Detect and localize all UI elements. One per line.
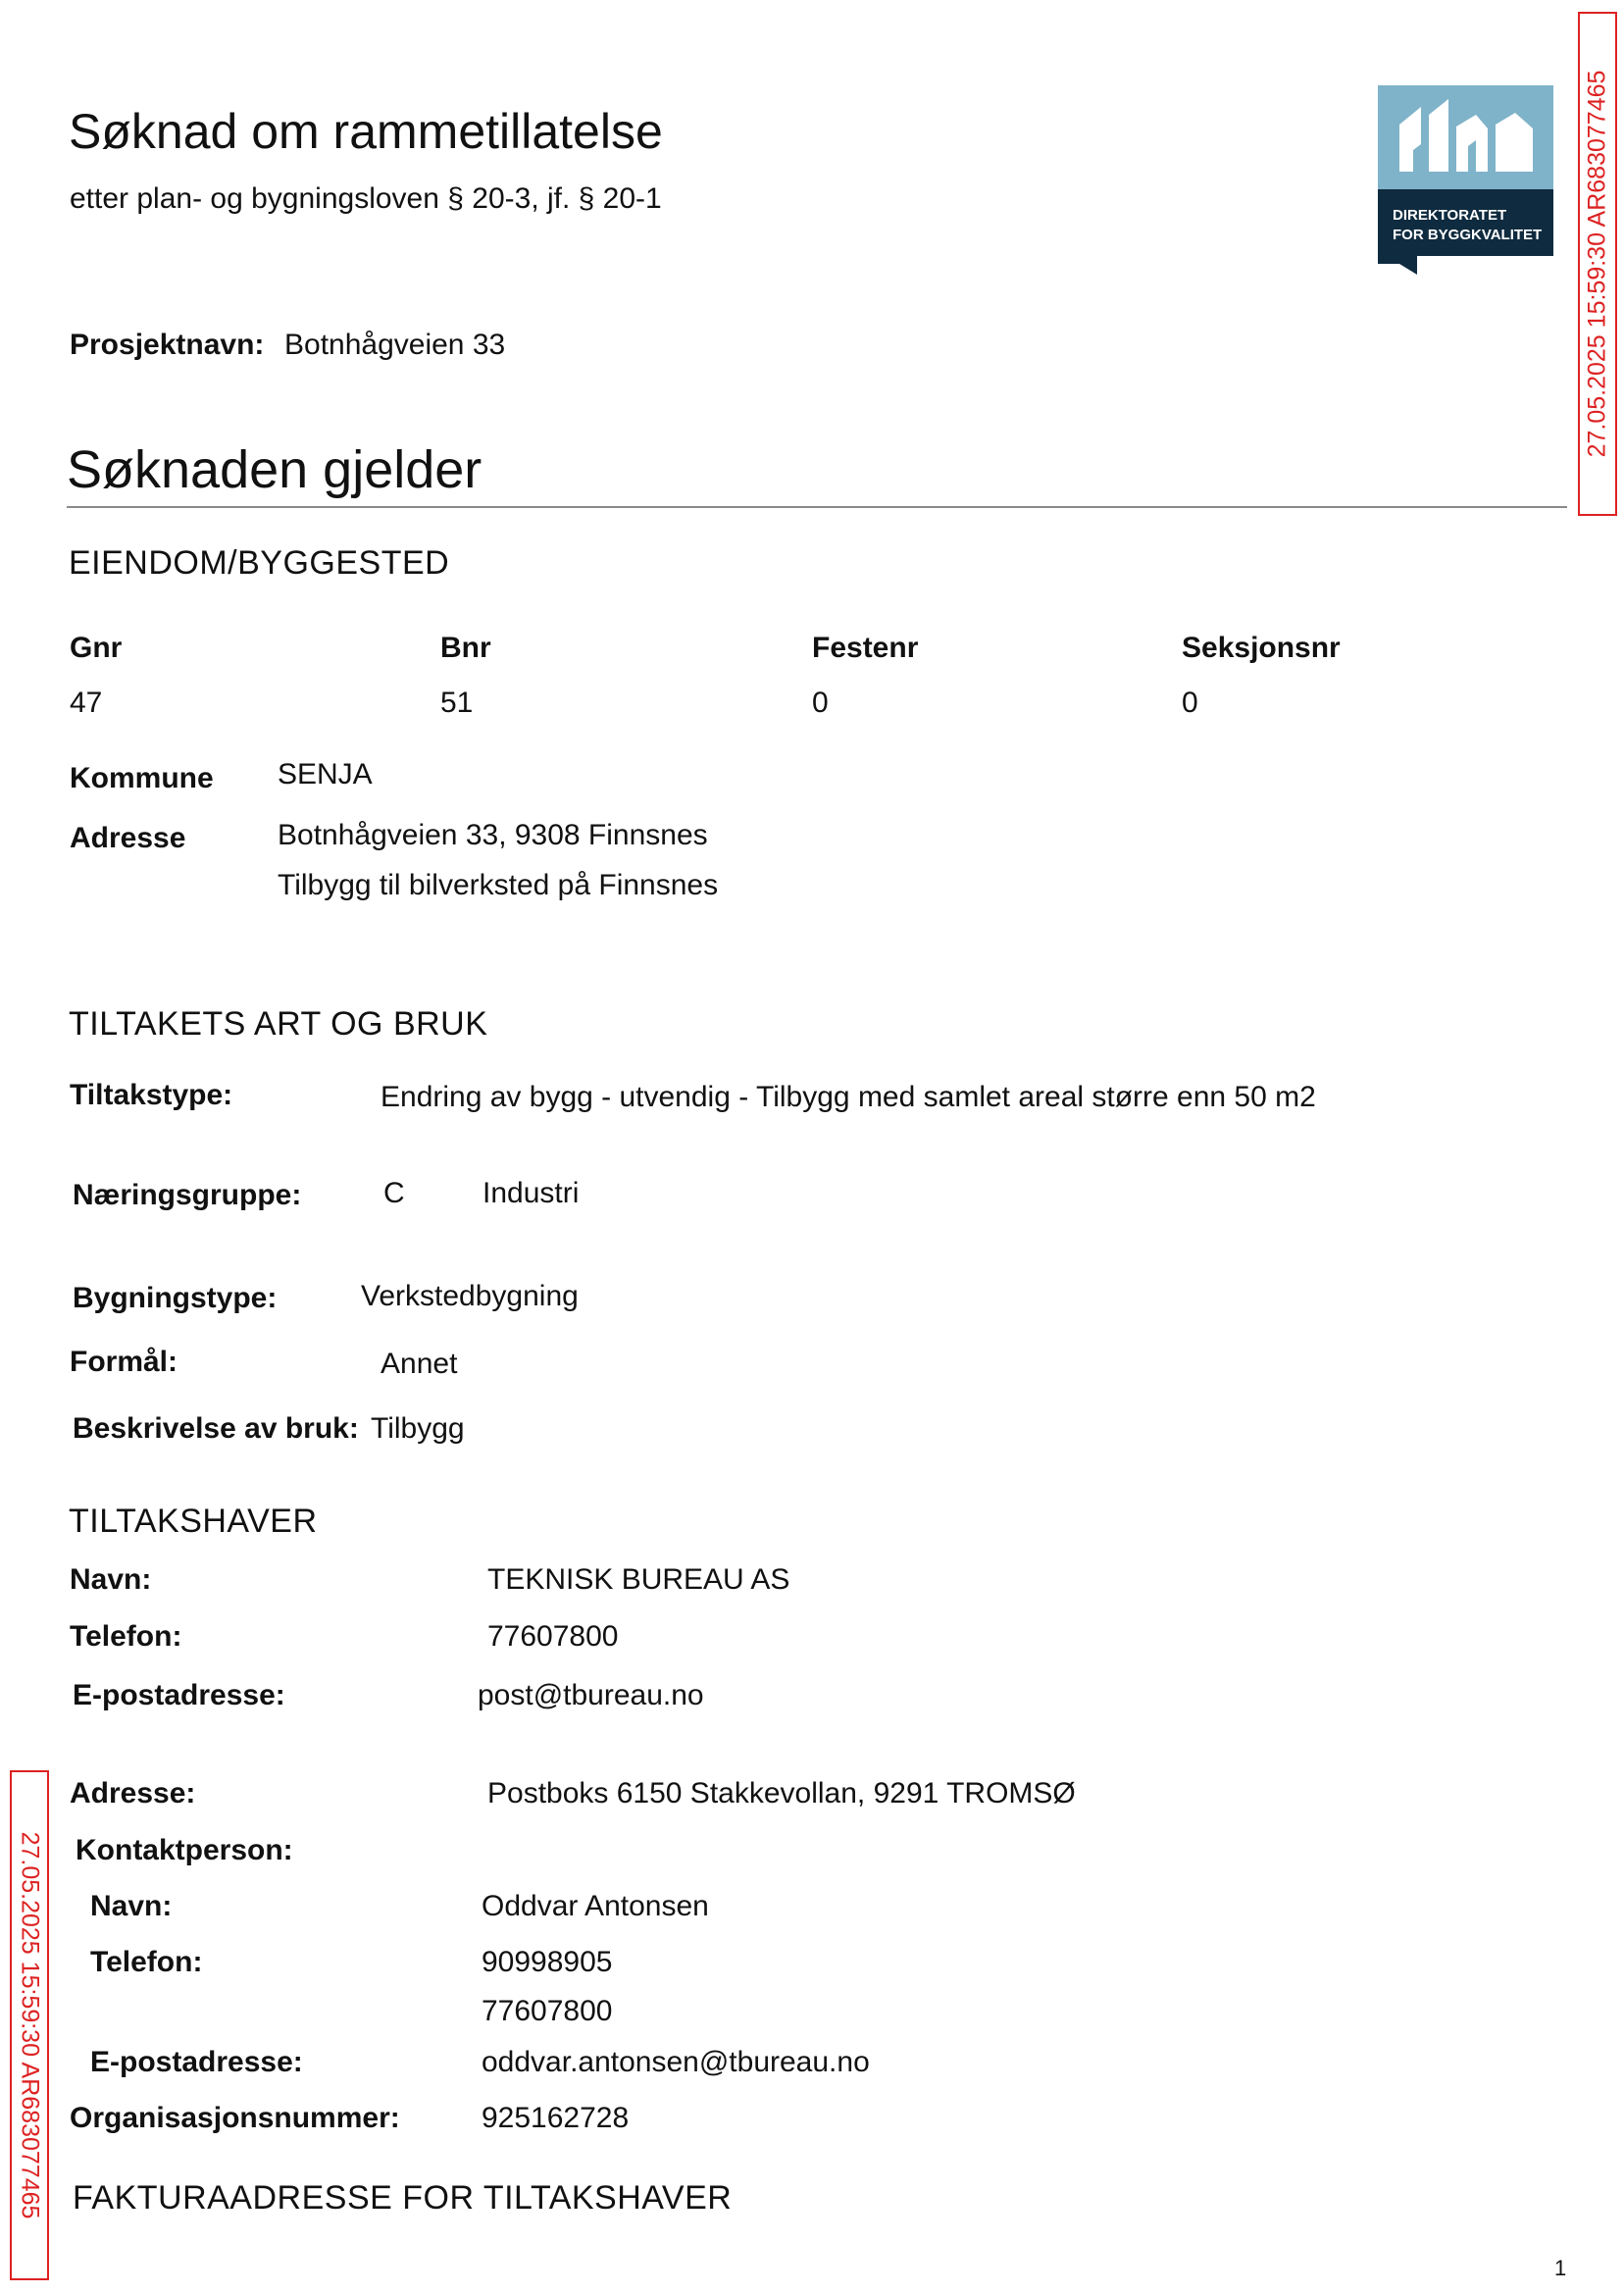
logo-text-line2: FOR BYGGKVALITET bbox=[1393, 227, 1543, 243]
tiltakshaver-epost-label: E-postadresse: bbox=[73, 1679, 285, 1711]
heading-divider bbox=[67, 506, 1567, 508]
bygningstype-label: Bygningstype: bbox=[73, 1282, 278, 1314]
applies-to-heading: Søknaden gjelder bbox=[67, 440, 482, 499]
naeringsgruppe-code: C bbox=[383, 1177, 405, 1209]
kontakt-navn-value: Oddvar Antonsen bbox=[482, 1890, 709, 1922]
seksjonsnr-label: Seksjonsnr bbox=[1182, 632, 1341, 664]
page-subtitle: etter plan- og bygningsloven § 20-3, jf. § 20-1 bbox=[70, 182, 662, 215]
gnr-label: Gnr bbox=[70, 632, 123, 664]
document-stamp-left bbox=[10, 1770, 49, 2280]
naeringsgruppe-name: Industri bbox=[482, 1177, 580, 1209]
tiltakstype-label: Tiltakstype: bbox=[70, 1079, 233, 1111]
kontakt-epost-value: oddvar.antonsen@tbureau.no bbox=[482, 2046, 870, 2078]
bnr-value: 51 bbox=[440, 687, 474, 719]
document-stamp-top bbox=[1578, 12, 1617, 516]
adresse-line1: Botnhågveien 33, 9308 Finnsnes bbox=[278, 819, 708, 851]
kontakt-telefon-value-1: 90998905 bbox=[482, 1946, 613, 1978]
gnr-value: 47 bbox=[70, 687, 103, 719]
project-name-value: Botnhågveien 33 bbox=[284, 329, 506, 361]
kommune-value: SENJA bbox=[278, 758, 373, 790]
kontakt-telefon-label: Telefon: bbox=[90, 1946, 203, 1978]
tiltakshaver-navn-label: Navn: bbox=[70, 1563, 152, 1596]
tiltakshaver-telefon-value: 77607800 bbox=[487, 1620, 619, 1653]
formal-value: Annet bbox=[381, 1348, 458, 1380]
project-name-label: Prosjektnavn: bbox=[70, 329, 265, 361]
festenr-value: 0 bbox=[812, 687, 829, 719]
faktura-section-heading: FAKTURAADRESSE FOR TILTAKSHAVER bbox=[73, 2179, 733, 2217]
festenr-label: Festenr bbox=[812, 632, 919, 664]
bnr-label: Bnr bbox=[440, 632, 491, 664]
tiltakshaver-adresse-value: Postboks 6150 Stakkevollan, 9291 TROMSØ bbox=[487, 1777, 1076, 1810]
property-section-heading: EIENDOM/BYGGESTED bbox=[69, 544, 450, 582]
kontaktperson-label: Kontaktperson: bbox=[76, 1834, 293, 1866]
dibk-logo bbox=[1378, 85, 1553, 275]
orgnr-value: 925162728 bbox=[482, 2102, 630, 2134]
adresse-line2: Tilbygg til bilverksted på Finnsnes bbox=[278, 869, 719, 901]
bruk-value: Tilbygg bbox=[371, 1412, 465, 1445]
tiltakshaver-telefon-label: Telefon: bbox=[70, 1620, 182, 1653]
bygningstype-value: Verkstedbygning bbox=[361, 1280, 579, 1312]
tiltakstype-value: Endring av bygg - utvendig - Tilbygg med samlet areal større enn 50 m2 bbox=[381, 1081, 1316, 1113]
kontakt-telefon-value-2: 77607800 bbox=[482, 1995, 613, 2027]
kontakt-epost-label: E-postadresse: bbox=[90, 2046, 303, 2078]
kommune-label: Kommune bbox=[70, 762, 214, 794]
kontakt-navn-label: Navn: bbox=[90, 1890, 173, 1922]
adresse-label: Adresse bbox=[70, 822, 186, 854]
bruk-label: Beskrivelse av bruk: bbox=[73, 1412, 359, 1445]
tiltakshaver-navn-value: TEKNISK BUREAU AS bbox=[487, 1563, 790, 1596]
tiltak-section-heading: TILTAKETS ART OG BRUK bbox=[69, 1005, 488, 1043]
tiltakshaver-section-heading: TILTAKSHAVER bbox=[69, 1503, 318, 1540]
stamp-text: 27.05.2025 15:59:30 AR683077465 bbox=[1583, 70, 1611, 458]
page-number: 1 bbox=[1554, 2256, 1567, 2280]
naeringsgruppe-label: Næringsgruppe: bbox=[73, 1179, 302, 1211]
tiltakshaver-epost-value: post@tbureau.no bbox=[478, 1679, 704, 1711]
seksjonsnr-value: 0 bbox=[1182, 687, 1198, 719]
tiltakshaver-adresse-label: Adresse: bbox=[70, 1777, 196, 1810]
stamp-text: 27.05.2025 15:59:30 AR683077465 bbox=[16, 1831, 44, 2219]
formal-label: Formål: bbox=[70, 1346, 178, 1378]
page-title: Søknad om rammetillatelse bbox=[69, 104, 663, 159]
orgnr-label: Organisasjonsnummer: bbox=[70, 2102, 400, 2134]
logo-text-line1: DIREKTORATET bbox=[1393, 207, 1507, 224]
